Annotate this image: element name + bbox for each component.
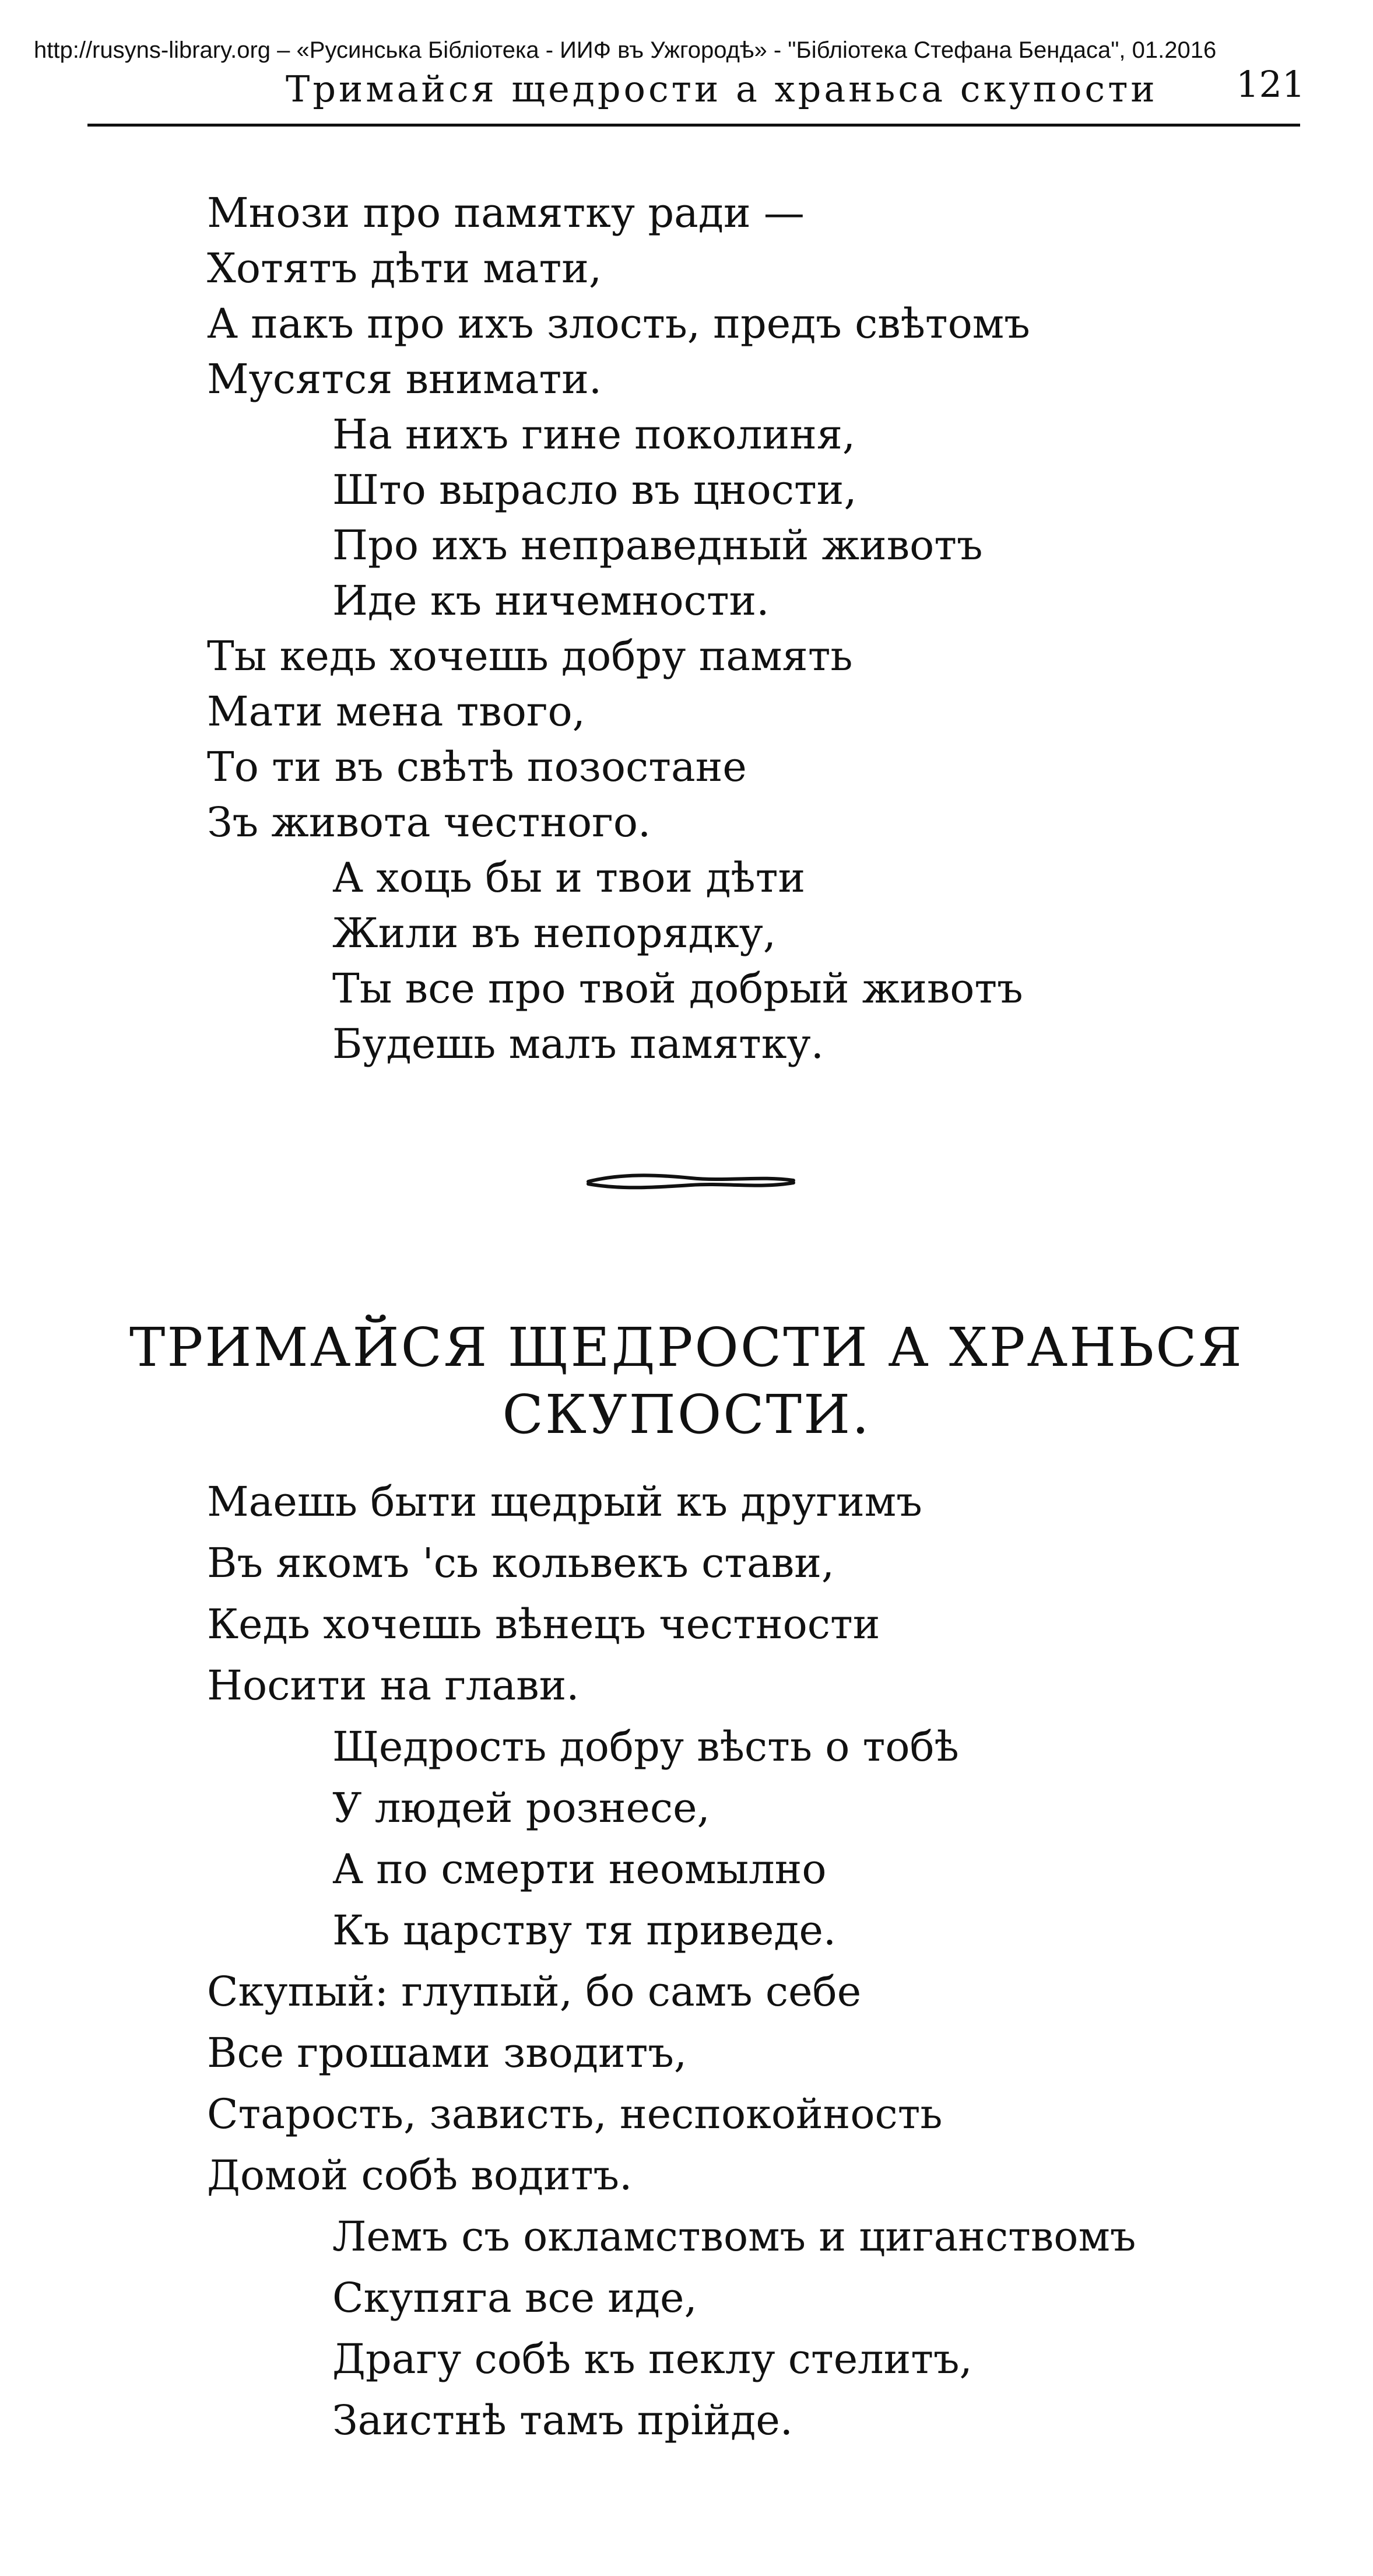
poem-line: Старость, зависть, неспокойность bbox=[207, 2090, 943, 2138]
poem-line: Щедрость добру вѣсть о тобѣ bbox=[332, 1723, 959, 1771]
poem-line: Иде къ ничемности. bbox=[332, 577, 770, 625]
poem-line: А пакъ про ихъ злость, предъ свѣтомъ bbox=[207, 300, 1030, 348]
poem-line: Мати мена твого, bbox=[207, 688, 585, 735]
section-title-line-1: ТРИМАЙСЯ ЩЕДРОСТИ А ХРАНЬСЯ bbox=[129, 1316, 1244, 1379]
poem-line: Мнози про памятку ради — bbox=[207, 189, 805, 237]
poem-line: Домой собѣ водитъ. bbox=[207, 2151, 633, 2199]
poem-line: Въ якомъ 'сь кольвекъ стави, bbox=[207, 1539, 835, 1587]
poem-line: Скупяга все иде, bbox=[332, 2274, 697, 2322]
section-title-line-2: СКУПОСТИ. bbox=[502, 1383, 871, 1446]
poem-line: Што вырасло въ цности, bbox=[332, 466, 857, 514]
poem-line: Будешь малъ памятку. bbox=[332, 1020, 824, 1068]
poem-line: Жили въ непорядку, bbox=[332, 909, 777, 957]
poem-line: Ты кедь хочешь добру память bbox=[207, 632, 853, 680]
poem-line: Хотятъ дѣти мати, bbox=[207, 244, 602, 292]
poem-line: Кедь хочешь вѣнецъ честности bbox=[207, 1600, 880, 1648]
poem-line: Заистнѣ тамъ прійде. bbox=[332, 2396, 793, 2444]
poem-line: Лемъ съ окламствомъ и циганствомъ bbox=[332, 2213, 1136, 2260]
poem-line: Про ихъ неправедный животъ bbox=[332, 521, 983, 569]
poem-line: Ты все про твой добрый животъ bbox=[332, 965, 1023, 1012]
poem-line: Мусятся внимати. bbox=[207, 355, 602, 403]
running-head-title: Тримайся щедрости а храньса скупости bbox=[286, 68, 1158, 110]
source-url-line: http://rusyns-library.org – «Русинська Бібліотека - ИИФ въ Ужгородѣ» - "Бібліотека Стефана Бендаса", 01.2016 bbox=[34, 37, 1217, 63]
poem-line: Все грошами зводитъ, bbox=[207, 2029, 687, 2077]
poem-line: А по смерти неомылно bbox=[332, 1845, 827, 1893]
poem-line: А хоць бы и твои дѣти bbox=[332, 854, 806, 902]
poem-line: На нихъ гине поколиня, bbox=[332, 411, 856, 458]
poem-line: То ти въ свѣтѣ позостане bbox=[207, 743, 747, 791]
poem-line: Маешь быти щедрый къ другимъ bbox=[207, 1478, 922, 1526]
poem-line: Драгу собѣ къ пеклу стелитъ, bbox=[332, 2335, 972, 2383]
poem-line: Зъ живота честного. bbox=[207, 798, 651, 846]
poem-line: Носити на глави. bbox=[207, 1662, 580, 1709]
running-head bbox=[0, 63, 1373, 114]
double-wave-rule-ornament-icon bbox=[586, 1169, 796, 1197]
poem-line: У людей рознесе, bbox=[332, 1784, 710, 1832]
page-number: 121 bbox=[1236, 63, 1305, 106]
poem-line: Скупый: глупый, бо самъ себе bbox=[207, 1968, 862, 2016]
header-rule bbox=[87, 124, 1300, 127]
poem-line: Къ царству тя приведе. bbox=[332, 1906, 837, 1954]
